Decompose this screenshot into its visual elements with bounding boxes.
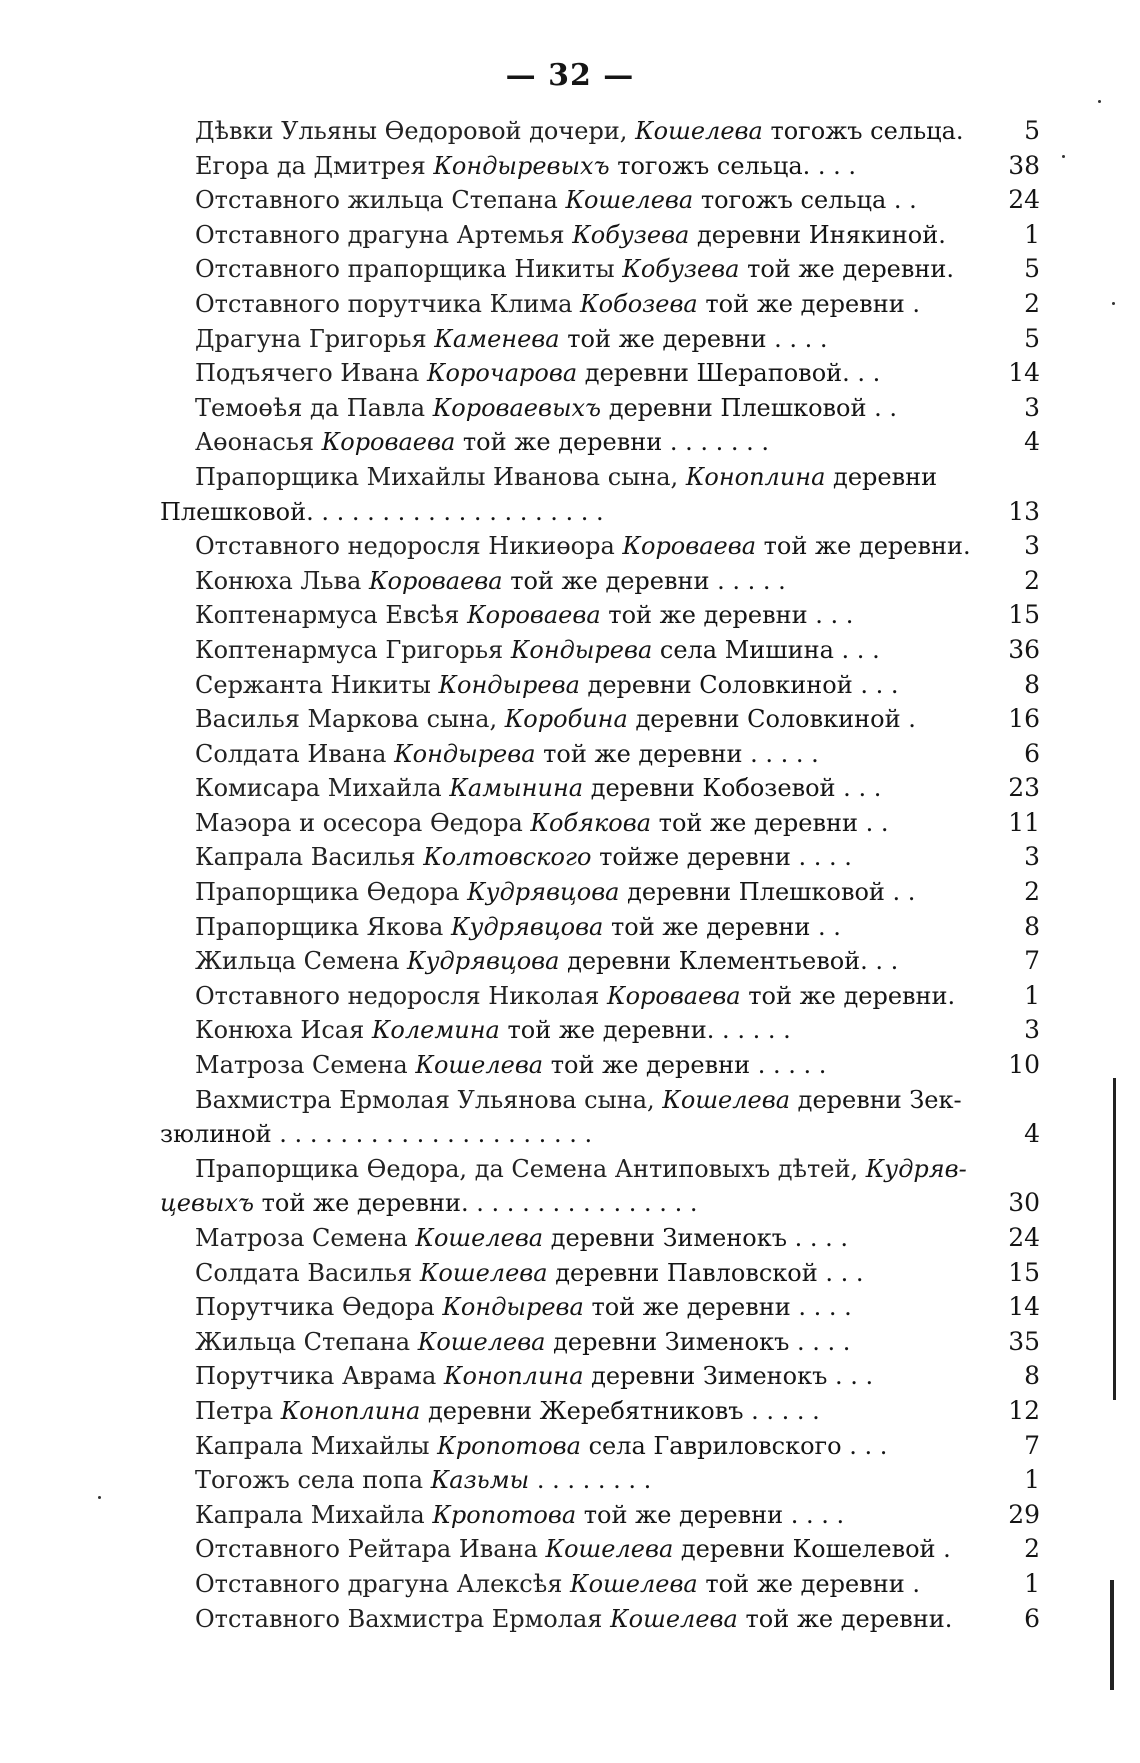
entry-line bbox=[160, 1429, 915, 1464]
entry-lead: Матроза Семена bbox=[195, 1051, 408, 1080]
entry-count: 8 bbox=[1024, 669, 1040, 699]
entry-lead: Прапорщика Өедора bbox=[195, 878, 460, 907]
entry-lead: Матроза Семена bbox=[195, 1224, 408, 1252]
entry-lead: Солдата Ивана bbox=[195, 739, 387, 768]
entry-lead: Аөонасья bbox=[195, 428, 315, 457]
entry-surname: Короваева bbox=[321, 428, 456, 457]
entry-line bbox=[160, 460, 938, 495]
entry-count: 24 bbox=[1008, 185, 1040, 215]
list-item bbox=[160, 771, 1040, 806]
list-item bbox=[160, 218, 1040, 253]
list-item bbox=[160, 1048, 1040, 1083]
entry-lead: Порутчика Аврама bbox=[195, 1362, 437, 1391]
entry-surname: Кошелева bbox=[417, 1327, 546, 1356]
list-item bbox=[160, 1359, 1040, 1394]
list-item bbox=[160, 460, 1040, 529]
entry-line bbox=[160, 737, 915, 772]
entry-lead: Василья Маркова сына, bbox=[195, 705, 498, 734]
entry-lead: Прапорщика Өедора, да Семена Антиповыхъ дѣтей, bbox=[195, 1154, 859, 1183]
entry-tail: той же деревни . . . . bbox=[583, 1500, 845, 1529]
entry-lead: Маэора и осесора Өедора bbox=[195, 808, 523, 837]
entry-line bbox=[160, 771, 915, 806]
entry-tail: тогожъ сельца . . bbox=[700, 186, 917, 215]
margin-rule bbox=[1113, 1078, 1116, 1400]
entry-lead: Отставного Рейтара Ивана bbox=[195, 1535, 538, 1564]
entry-lead: Жильца Семена bbox=[195, 947, 400, 976]
entry-lead: Отставного драгуна Артемья bbox=[195, 220, 565, 249]
entry-tail: той же деревни . . . . bbox=[567, 324, 828, 353]
entry-count: 6 bbox=[1024, 738, 1040, 768]
entry-count: 35 bbox=[1008, 1326, 1040, 1356]
entry-count: 1 bbox=[1024, 1465, 1040, 1495]
list-item bbox=[160, 391, 1040, 426]
entry-line bbox=[160, 1394, 915, 1429]
list-item bbox=[160, 1429, 1040, 1464]
entry-tail: той же деревни . . . . . . . bbox=[462, 428, 770, 457]
entry-tail: той же деревни . . . . . bbox=[510, 566, 786, 595]
entry-surname: Кропотова bbox=[437, 1431, 581, 1460]
entry-count: 3 bbox=[1024, 392, 1040, 422]
entry-count: 14 bbox=[1008, 1292, 1040, 1322]
entry-tail: той же деревни . . bbox=[658, 808, 889, 837]
entry-tail: деревни Зек- bbox=[797, 1085, 962, 1114]
margin-rule bbox=[1110, 1580, 1114, 1690]
entry-tail: деревни Зименокъ . . . . bbox=[550, 1224, 849, 1252]
entry-line bbox=[160, 149, 915, 184]
list-item bbox=[160, 252, 1040, 287]
entry-line bbox=[160, 875, 915, 910]
entry-line bbox=[160, 910, 915, 945]
entry-tail: деревни Зименокъ . . . . bbox=[553, 1327, 851, 1356]
list-item bbox=[160, 840, 1040, 875]
entry-line bbox=[160, 702, 915, 737]
entry-line bbox=[160, 1325, 915, 1360]
entry-tail: той же деревни . . . . . bbox=[543, 739, 819, 768]
entry-surname: Кошелева bbox=[565, 186, 694, 215]
entry-lead: Прапорщика Якова bbox=[195, 912, 444, 941]
entry-line bbox=[160, 1048, 915, 1083]
entry-count: 5 bbox=[1024, 323, 1040, 353]
entry-surname: Корочарова bbox=[426, 359, 578, 388]
entry-tail: той же деревни . . . . . bbox=[550, 1051, 827, 1080]
entry-tail: той же деревни. bbox=[748, 981, 956, 1010]
entry-line-continued bbox=[160, 1186, 1040, 1221]
list-item bbox=[160, 944, 1040, 979]
entry-surname: Кошелева bbox=[570, 1569, 698, 1598]
entry-line bbox=[160, 979, 956, 1014]
entry-lead: Подъячего Ивана bbox=[195, 359, 420, 388]
entry-surname: Кудрявцова bbox=[467, 878, 620, 907]
entry-count: 23 bbox=[1008, 773, 1040, 803]
entry-surname: Кошелева bbox=[610, 1604, 738, 1633]
scan-speck bbox=[1062, 155, 1065, 158]
entry-count: 5 bbox=[1024, 254, 1040, 284]
entry-continuation: зюлиной . . . . . . . . . . . . . . . . . . . . . bbox=[160, 1120, 593, 1149]
entry-surname: Кропотова bbox=[432, 1500, 577, 1529]
entry-surname: Кудрявцова bbox=[407, 947, 560, 976]
entry-count: 30 bbox=[1008, 1188, 1040, 1218]
list-item bbox=[160, 598, 1040, 633]
entry-line bbox=[160, 1498, 915, 1533]
entry-line bbox=[160, 1256, 915, 1291]
entry-surname: Кошелева bbox=[662, 1085, 791, 1114]
entry-count: 38 bbox=[1008, 150, 1040, 180]
list-item bbox=[160, 356, 1040, 391]
entry-count: 12 bbox=[1008, 1395, 1040, 1425]
entry-count: 7 bbox=[1024, 946, 1040, 976]
entry-lead: Петра bbox=[195, 1396, 274, 1425]
entry-surname: Камынина bbox=[449, 774, 584, 803]
entry-continuation: Плешковой. . . . . . . . . . . . . . . . . . . . bbox=[160, 497, 604, 526]
list-item bbox=[160, 668, 1040, 703]
entry-tail: . . . . . . . . bbox=[536, 1466, 652, 1495]
entry-tail: той же деревни . . . . bbox=[591, 1293, 852, 1322]
entry-surname: Кудряв- bbox=[865, 1154, 967, 1183]
entry-surname: Каменева bbox=[434, 324, 560, 353]
list-item bbox=[160, 1013, 1040, 1048]
entry-surname: Кошелева bbox=[545, 1535, 674, 1564]
entry-lead: Отставного Вахмистра Ермолая bbox=[195, 1604, 603, 1633]
list-item bbox=[160, 1256, 1040, 1291]
entry-surname: Коноплина bbox=[685, 462, 826, 491]
list-item bbox=[160, 633, 1040, 668]
entry-lead: Солдата Василья bbox=[195, 1258, 413, 1287]
entry-line bbox=[160, 218, 946, 253]
entry-count: 29 bbox=[1008, 1499, 1040, 1529]
entry-surname: Кудрявцова bbox=[450, 912, 604, 941]
entry-line bbox=[160, 287, 920, 322]
entry-surname: Кобузева bbox=[622, 255, 740, 284]
list-item bbox=[160, 806, 1040, 841]
entry-lead: Драгуна Григорья bbox=[195, 324, 427, 353]
entry-count: 1 bbox=[1024, 1568, 1040, 1598]
list-item bbox=[160, 564, 1040, 599]
entry-tail: тойже деревни . . . . bbox=[599, 843, 852, 872]
entry-count: 11 bbox=[1008, 807, 1040, 837]
entry-lead: Темоөѣя да Павла bbox=[195, 393, 426, 422]
entry-count: 1 bbox=[1024, 980, 1040, 1010]
list-item bbox=[160, 1394, 1040, 1429]
entry-line bbox=[160, 1567, 920, 1602]
entry-line bbox=[160, 598, 915, 633]
entry-lead: Сержанта Никиты bbox=[195, 670, 431, 699]
entry-line bbox=[160, 425, 915, 460]
entry-tail: той же деревни. bbox=[763, 532, 971, 561]
entry-tail: деревни Инякиной. bbox=[697, 220, 946, 249]
entry-tail: деревни bbox=[833, 462, 938, 491]
entry-surname: Короваевыхъ bbox=[432, 393, 602, 422]
entry-count: 36 bbox=[1008, 634, 1040, 664]
entry-count: 5 bbox=[1024, 116, 1040, 145]
entry-line bbox=[160, 1463, 915, 1498]
scan-speck bbox=[1112, 302, 1115, 305]
list-item bbox=[160, 910, 1040, 945]
entry-surname: Кошелева bbox=[415, 1224, 544, 1252]
entry-surname: Кошелева bbox=[635, 117, 763, 145]
entry-tail: деревни Соловкиной . bbox=[635, 705, 916, 734]
scan-speck bbox=[98, 1496, 101, 1499]
entry-tail: той же деревни. . . . . . bbox=[507, 1016, 791, 1045]
entry-lead: Вахмистра Ермолая Ульянова сына, bbox=[195, 1085, 655, 1114]
entry-surname: Казьмы bbox=[430, 1466, 530, 1495]
entry-tail: деревни Жеребятниковъ . . . . . bbox=[427, 1396, 820, 1425]
entry-count: 2 bbox=[1024, 877, 1040, 907]
entry-lead: Комисара Михайла bbox=[195, 774, 442, 803]
entry-count: 1 bbox=[1024, 219, 1040, 249]
entry-count: 2 bbox=[1024, 1534, 1040, 1564]
entry-line bbox=[160, 1013, 915, 1048]
entry-lead: Коптенармуса Григорья bbox=[195, 635, 504, 664]
entry-surname: Кобузева bbox=[572, 220, 690, 249]
entry-tail: той же деревни . bbox=[705, 289, 920, 318]
entry-lead: Конюха Льва bbox=[195, 566, 362, 595]
entry-count: 8 bbox=[1024, 1361, 1040, 1391]
entry-line bbox=[160, 1221, 915, 1256]
list-item bbox=[160, 737, 1040, 772]
scan-speck bbox=[1098, 100, 1101, 103]
entry-lead: Отставного порутчика Клима bbox=[195, 289, 573, 318]
entry-line bbox=[160, 840, 915, 875]
entry-count: 2 bbox=[1024, 565, 1040, 595]
entry-lead: Коптенармуса Евсѣя bbox=[195, 601, 460, 630]
entry-lead: Дѣвки Ульяны Өедоровой дочери, bbox=[195, 117, 628, 145]
list-item bbox=[160, 183, 1040, 218]
entry-surname: Короваева bbox=[622, 532, 757, 561]
entry-line bbox=[160, 1290, 915, 1325]
entry-surname: Кобякова bbox=[530, 808, 652, 837]
entry-count: 6 bbox=[1024, 1603, 1040, 1633]
entry-tail: тогожъ сельца. bbox=[770, 117, 964, 145]
entry-tail: тогожъ сельца. . . . bbox=[617, 151, 857, 180]
entry-tail: деревни Кошелевой . bbox=[680, 1535, 951, 1564]
entry-surname: Коробина bbox=[504, 705, 628, 734]
entry-lead: Капрала Михайла bbox=[195, 1500, 425, 1529]
entry-tail: деревни Плешковой . . bbox=[608, 393, 897, 422]
page-number: — 32 — bbox=[505, 58, 635, 93]
entry-surname: Кондырева bbox=[438, 670, 580, 699]
entry-surname: Кондырева bbox=[510, 635, 653, 664]
entry-tail: деревни Шераповой. . . bbox=[584, 359, 881, 388]
entry-line-continued bbox=[160, 495, 1040, 530]
entry-tail: деревни Клементьевой. . . bbox=[567, 947, 899, 976]
entry-surname: Колемина bbox=[371, 1016, 500, 1045]
entry-lead: Отставного прапорщика Никиты bbox=[195, 255, 615, 284]
entry-surname: Кошелева bbox=[419, 1258, 548, 1287]
entry-count: 10 bbox=[1008, 1050, 1040, 1080]
list-item bbox=[160, 875, 1040, 910]
entry-count: 3 bbox=[1024, 531, 1040, 561]
entry-lead: Отставного жильца Степана bbox=[195, 186, 558, 215]
entry-count: 3 bbox=[1024, 1015, 1040, 1045]
entry-surname: Коноплина bbox=[443, 1362, 584, 1391]
entry-surname: Короваева bbox=[467, 601, 601, 630]
entry-line bbox=[160, 1359, 915, 1394]
entry-lead: Отставного недоросля Николая bbox=[195, 981, 600, 1010]
entry-tail: села Гавриловского . . . bbox=[588, 1431, 888, 1460]
entry-tail: деревни Зименокъ . . . bbox=[591, 1362, 874, 1391]
entry-list bbox=[160, 114, 1040, 1636]
entry-tail: той же деревни. bbox=[745, 1604, 953, 1633]
list-item bbox=[160, 1152, 1040, 1221]
list-item bbox=[160, 114, 1040, 149]
entry-line bbox=[160, 1602, 953, 1637]
entry-lead: Тогожъ села попа bbox=[195, 1466, 424, 1495]
entry-count: 16 bbox=[1008, 704, 1040, 734]
entry-lead: Егора да Дмитрея bbox=[195, 151, 426, 180]
entry-surname: Короваева bbox=[368, 566, 503, 595]
list-item bbox=[160, 425, 1040, 460]
entry-count: 3 bbox=[1024, 842, 1040, 872]
entry-tail: деревни Плешковой . . bbox=[627, 878, 916, 907]
entry-count: 15 bbox=[1008, 1257, 1040, 1287]
entry-line bbox=[160, 1152, 967, 1187]
entry-surname: Коноплина bbox=[280, 1396, 421, 1425]
entry-lead: Жильца Степана bbox=[195, 1327, 411, 1356]
entry-lead: Капрала Василья bbox=[195, 843, 416, 872]
entry-surname: Кошелева bbox=[415, 1051, 544, 1080]
list-item bbox=[160, 979, 1040, 1014]
list-item bbox=[160, 1602, 1040, 1637]
list-item bbox=[160, 1325, 1040, 1360]
list-item bbox=[160, 322, 1040, 357]
list-item bbox=[160, 702, 1040, 737]
entry-line bbox=[160, 633, 915, 668]
entry-line bbox=[160, 529, 971, 564]
entry-count: 4 bbox=[1024, 1119, 1040, 1149]
entry-tail: села Мишина . . . bbox=[659, 635, 880, 664]
entry-count: 2 bbox=[1024, 288, 1040, 318]
entry-tail: той же деревни . bbox=[705, 1569, 920, 1598]
entry-line bbox=[160, 1532, 951, 1567]
entry-count: 24 bbox=[1008, 1223, 1040, 1252]
list-item bbox=[160, 149, 1040, 184]
entry-lead: Прапорщика Михайлы Иванова сына, bbox=[195, 462, 679, 491]
entry-line bbox=[160, 114, 964, 149]
entry-line bbox=[160, 183, 915, 218]
entry-tail: деревни Кобозевой . . . bbox=[590, 774, 882, 803]
entry-line bbox=[160, 564, 915, 599]
list-item bbox=[160, 1532, 1040, 1567]
entry-count: 13 bbox=[1008, 496, 1040, 526]
list-item bbox=[160, 1221, 1040, 1256]
entry-surname: Кондырева bbox=[394, 739, 536, 768]
entry-continuation: той же деревни. . . . . . . . . . . . . . . . bbox=[261, 1189, 698, 1218]
entry-line bbox=[160, 356, 915, 391]
entry-tail: той же деревни . . bbox=[611, 912, 841, 941]
list-item bbox=[160, 1567, 1040, 1602]
entry-line bbox=[160, 806, 915, 841]
entry-count: 8 bbox=[1024, 911, 1040, 941]
list-item bbox=[160, 1290, 1040, 1325]
entry-tail: деревни Соловкиной . . . bbox=[587, 670, 899, 699]
list-item bbox=[160, 287, 1040, 322]
entry-line bbox=[160, 668, 915, 703]
list-item bbox=[160, 529, 1040, 564]
entry-line bbox=[160, 322, 915, 357]
list-item bbox=[160, 1498, 1040, 1533]
entry-count: 15 bbox=[1008, 600, 1040, 630]
entry-tail: деревни Павловской . . . bbox=[555, 1258, 864, 1287]
entry-lead: Отставного недоросля Никиөора bbox=[195, 532, 615, 561]
entry-lead: Порутчика Өедора bbox=[195, 1293, 435, 1322]
list-item bbox=[160, 1463, 1040, 1498]
entry-surname: Кобозева bbox=[580, 289, 698, 318]
list-item bbox=[160, 1083, 1040, 1152]
entry-surname: Короваева bbox=[607, 981, 741, 1010]
entry-line-continued bbox=[160, 1117, 1040, 1152]
entry-tail: той же деревни . . . bbox=[608, 601, 854, 630]
entry-count: 7 bbox=[1024, 1430, 1040, 1460]
entry-count: 14 bbox=[1008, 358, 1040, 388]
entry-lead: Капрала Михайлы bbox=[195, 1431, 430, 1460]
entry-surname: Кондырева bbox=[442, 1293, 584, 1322]
entry-lead: Конюха Исая bbox=[195, 1016, 365, 1045]
entry-line bbox=[160, 252, 955, 287]
entry-surname: Колтовского bbox=[423, 843, 592, 872]
entry-surname-continued: цевыхъ bbox=[160, 1189, 254, 1218]
entry-tail: той же деревни. bbox=[747, 255, 955, 284]
entry-line bbox=[160, 391, 915, 426]
entry-line bbox=[160, 1083, 962, 1118]
entry-lead: Отставного драгуна Алексѣя bbox=[195, 1569, 563, 1598]
entry-line bbox=[160, 944, 915, 979]
entry-surname: Кондыревыхъ bbox=[433, 151, 610, 180]
entry-count: 4 bbox=[1024, 427, 1040, 457]
